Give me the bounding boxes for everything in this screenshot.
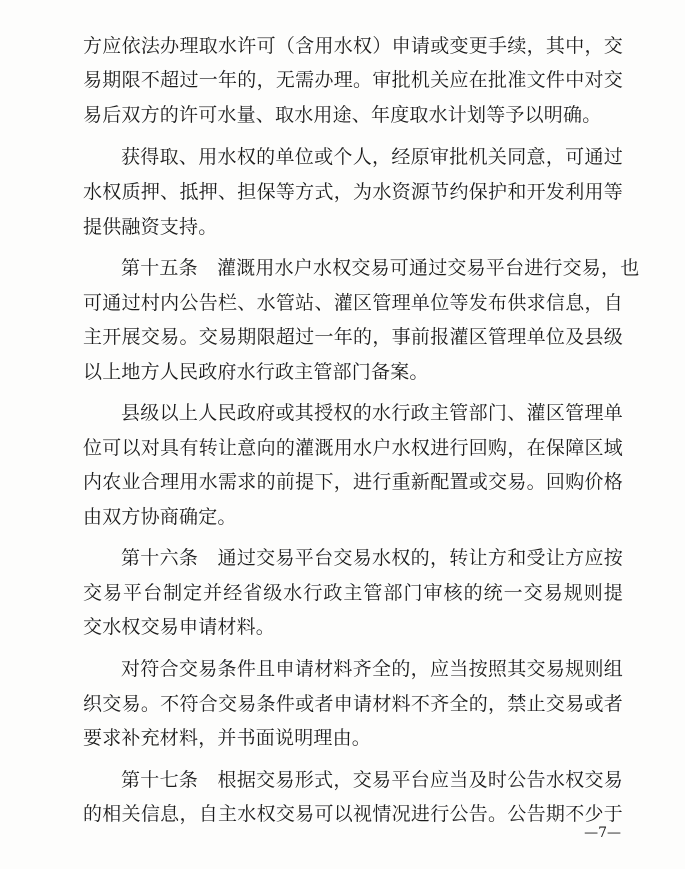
text-line: 水权质押、抵押、担保等方式，为水资源节约保护和开发利用等 [83,181,623,203]
page-number: —7— [584,825,621,841]
text-line: 位可以对具有转让意向的灌溉用水户水权进行回购，在保障区域 [83,437,623,459]
text-line: 易后双方的许可水量、取水用途、年度取水计划等予以明确。 [83,104,602,126]
text-line: 内农业合理用水需求的前提下，进行重新配置或交易。回购价格 [83,471,623,493]
text-line: 交水权交易申请材料。 [83,616,276,638]
article-heading: 第十六条 通过交易平台交易水权的，转让方和受让方应按 [121,547,623,569]
text-line: 提供融资支持。 [83,216,218,238]
text-line: 易期限不超过一年的，无需办理。审批机关应在批准文件中对交 [83,69,623,91]
text-line: 方应依法办理取水许可（含用水权）申请或变更手续，其中，交 [83,35,623,57]
text-line: 县级以上人民政府或其授权的水行政主管部门、灌区管理单 [121,402,623,424]
text-line: 对符合交易条件且申请材料齐全的，应当按照其交易规则组 [121,658,623,680]
text-line: 交易平台制定并经省级水行政主管部门审核的统一交易规则提 [83,582,623,604]
text-line: 可通过村内公告栏、水管站、灌区管理单位等发布供求信息，自 [83,292,623,314]
article-heading: 第十七条 根据交易形式，交易平台应当及时公告水权交易 [121,769,623,791]
text-line: 织交易。不符合交易条件或者申请材料不齐全的，禁止交易或者 [83,693,623,715]
text-line: 主开展交易。交易期限超过一年的，事前报灌区管理单位及县级 [83,326,623,348]
text-line: 由双方协商确定。 [83,506,237,528]
text-line: 获得取、用水权的单位或个人，经原审批机关同意，可通过 [121,146,623,168]
text-line: 要求补充材料，并书面说明理由。 [83,727,372,749]
text-line: 的相关信息，自主水权交易可以视情况进行公告。公告期不少于 [83,803,623,825]
text-line: 以上地方人民政府水行政主管部门备案。 [83,361,429,383]
article-heading: 第十五条 灌溉用水户水权交易可通过交易平台进行交易，也 [121,257,640,279]
